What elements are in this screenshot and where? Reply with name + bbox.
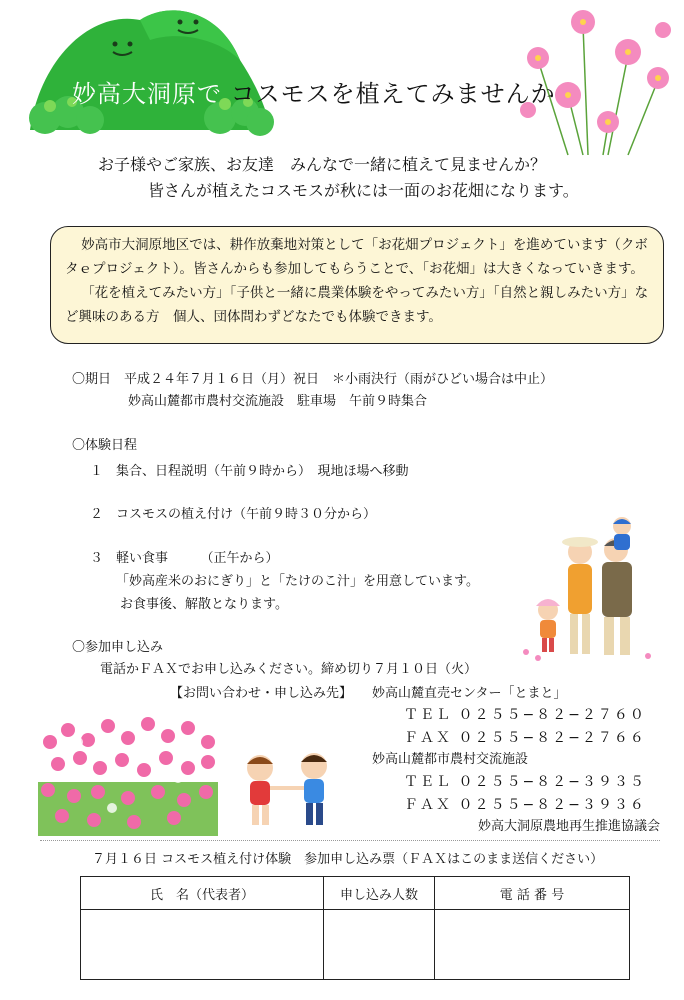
- info-paragraph-2: 「花を植えてみたい方」「子供と一緒に農業体験をやってみたい方」「自然と親しみたい方」など興味のある方 個人、団体問わずどなたでも体験できます。: [65, 285, 649, 325]
- info-box: [50, 226, 664, 344]
- contact-label: 【お問い合わせ・申し込み先】: [170, 686, 353, 701]
- children-illustration: [230, 748, 350, 832]
- intro-line-2: 皆さんが植えたコスモスが秋には一面のお花畑になります。: [148, 181, 579, 200]
- program-item-3: ３ 軽い食事 （正午から）: [90, 551, 279, 566]
- program-item-3-detail-2: お食事後、解散となります。: [120, 597, 288, 612]
- contact-org-1: 妙高山麓直売センター「とまと」: [372, 686, 567, 701]
- contact-org-1-fax: ＦＡＸ ０２５５−８２−２７６６: [404, 730, 646, 746]
- application-instruction: 電話かＦＡＸでお申し込みください。締め切り７月１０日（火）: [100, 662, 478, 677]
- contact-org-2: 妙高山麓都市農村交流施設: [372, 752, 529, 767]
- form-name-cell[interactable]: [81, 910, 324, 980]
- form-header-count: 申し込み人数: [324, 877, 435, 910]
- form-header-phone: 電 話 番 号: [435, 877, 630, 910]
- program-item-2: ２ コスモスの植え付け（午前９時３０分から）: [90, 507, 377, 522]
- form-count-cell[interactable]: [324, 910, 435, 980]
- intro-line-1: お子様やご家族、お友達 みんなで一緒に植えて見ませんか？: [98, 155, 547, 174]
- program-heading: 〇体験日程: [72, 438, 138, 453]
- form-phone-cell[interactable]: [435, 910, 630, 980]
- contact-org-1-tel: ＴＥＬ ０２５５−８２−２７６０: [404, 707, 646, 723]
- contact-org-2-tel: ＴＥＬ ０２５５−８２−３９３５: [404, 774, 646, 790]
- family-illustration: [518, 512, 666, 662]
- contact-org-2-fax: ＦＡＸ ０２５５−８２−３９３６: [404, 797, 646, 813]
- schedule-date: 〇期日 平成２４年７月１６日（月）祝日 ＊小雨決行（雨がひどい場合は中止）: [72, 372, 554, 387]
- application-heading: 〇参加申し込み: [72, 640, 164, 655]
- section-divider: [40, 840, 660, 841]
- page-title: [72, 74, 556, 109]
- program-item-3-detail-1: 「妙高産米のおにぎり」と「たけのこ汁」を用意しています。: [116, 574, 479, 589]
- schedule-place: 妙高山麓都市農村交流施設 駐車場 午前９時集合: [128, 394, 428, 409]
- title-part-location: 妙高大洞原で: [72, 80, 222, 108]
- form-header-name: 氏 名（代表者）: [81, 877, 324, 910]
- program-item-1: １ 集合、日程説明（午前９時から） 現地ほ場へ移動: [90, 464, 409, 479]
- flower-field-illustration: [38, 712, 218, 836]
- form-title: ７月１６日 コスモス植え付け体験 参加申し込み票（ＦＡＸはこのまま送信ください）: [92, 852, 604, 867]
- title-part-main: コスモスを植えてみませんか: [230, 80, 556, 108]
- application-form-table: [80, 876, 630, 980]
- sponsor-name: 妙高大洞原農地再生推進協議会: [478, 819, 661, 834]
- info-paragraph-1: 妙高市大洞原地区では、耕作放棄地対策として「お花畑プロジェクト」を進めています（クボタｅプロジェクト）。皆さんからも参加してもらうことで、「お花畑」は大きくなっていきます。: [65, 237, 648, 277]
- mountains-illustration: [20, 0, 280, 140]
